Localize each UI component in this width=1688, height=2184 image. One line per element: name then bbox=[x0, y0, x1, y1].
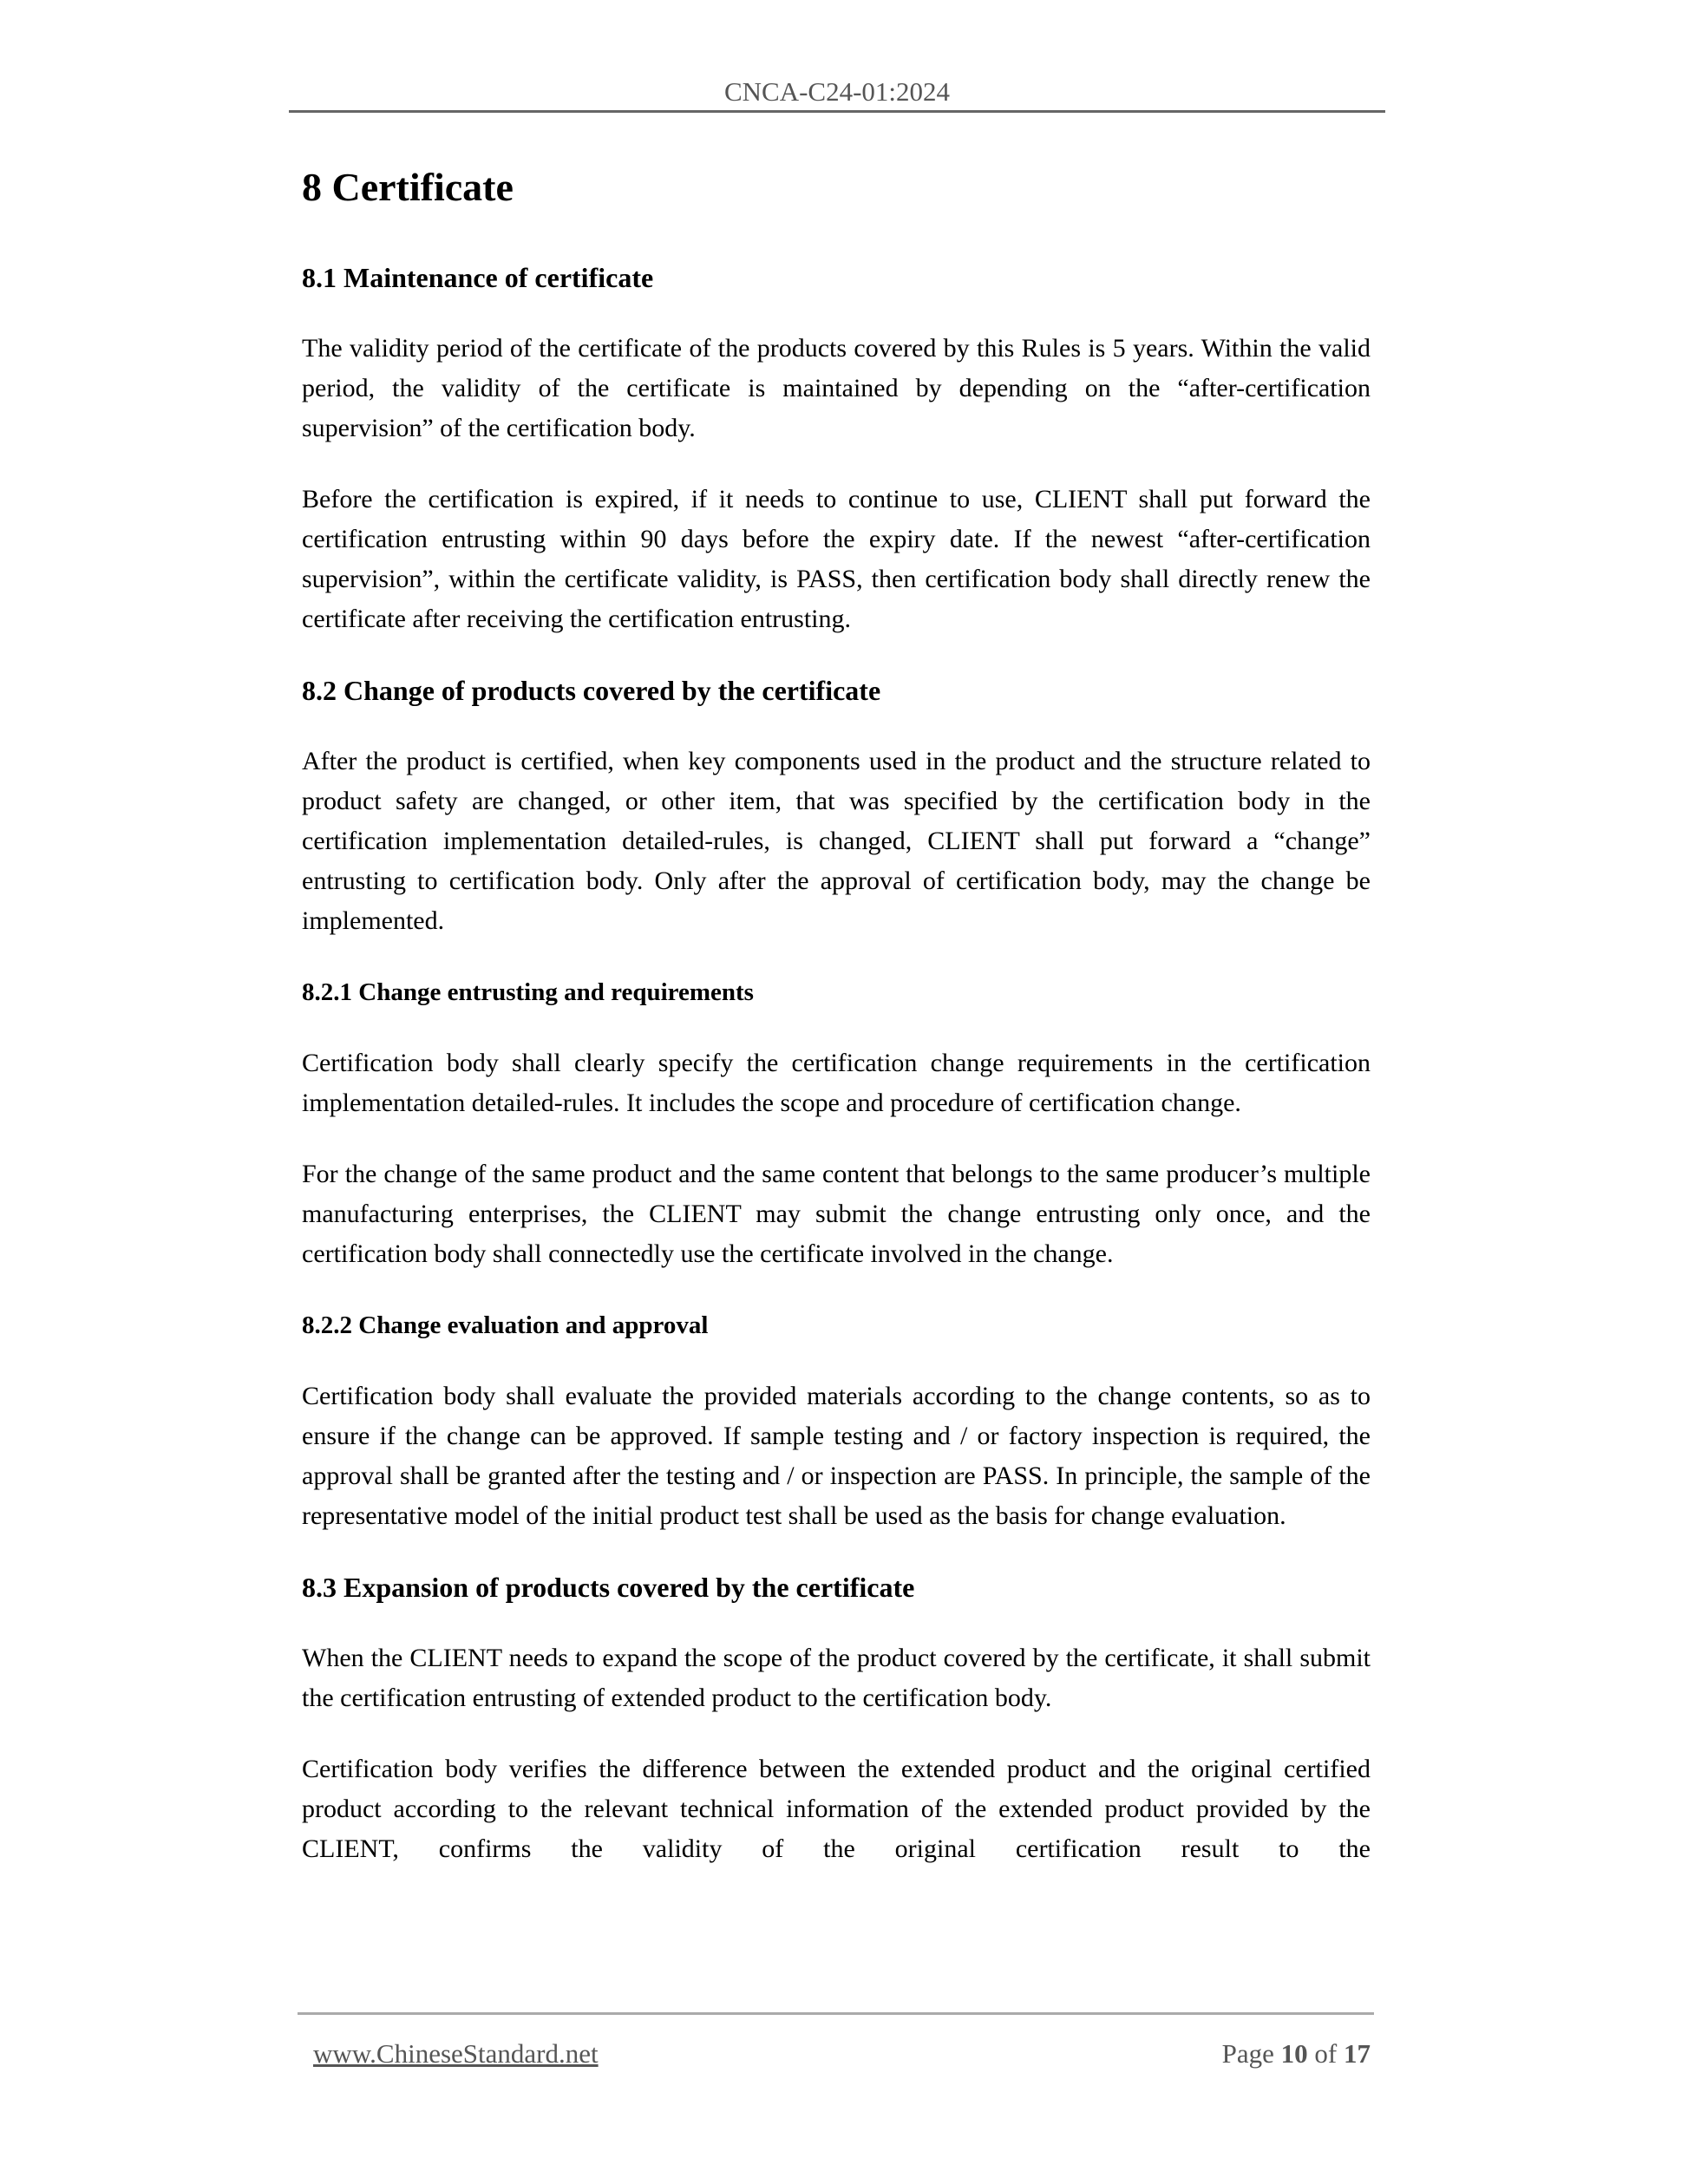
paragraph: The validity period of the certificate of the products covered by this Rules is 5 years. Within the valid period, the validity of the certificate is maintained by depending on the “after-certification supervision” of the certification body. bbox=[302, 334, 1371, 442]
paragraph: For the change of the same product and the same content that belongs to the same producer’s multiple manufacturing enterprises, the CLIENT may submit the change entrusting only once, and the certification body shall connectedly use the certificate involved in the change. bbox=[302, 1160, 1371, 1268]
page-word: Page bbox=[1221, 2038, 1274, 2069]
section-heading-8-2-2: 8.2.2 Change evaluation and approval bbox=[302, 1311, 709, 1339]
paragraph: When the CLIENT needs to expand the scope of the product covered by the certificate, it shall submit the certification entrusting of extended product to the certification body. bbox=[302, 1644, 1371, 1712]
page-indicator bbox=[1222, 2037, 1371, 2071]
section-heading-8-1: 8.1 Maintenance of certificate bbox=[302, 262, 654, 293]
paragraph: After the product is certified, when key components used in the product and the structure related to product safety are changed, or other item, that was specified by the certification body in the certification implementation detailed-rules, is changed, CLIENT shall put forward a “change” entrusting to certification body. Only after the approval of certification body, may the change be implemented. bbox=[302, 747, 1371, 935]
page-number: 10 bbox=[1280, 2038, 1308, 2069]
header-divider bbox=[289, 110, 1385, 113]
paragraph: Certification body verifies the difference between the extended product and the original certified product according to the relevant technical information of the extended product provided by the CLIENT, confirms the validity of the original certification result to the bbox=[302, 1755, 1371, 1863]
footer-divider bbox=[298, 2012, 1374, 2015]
paragraph: Certification body shall evaluate the provided materials according to the change contents, so as to ensure if the change can be approved. If sample testing and / or factory inspection is required, the approval shall be granted after the testing and / or inspection are PASS. In principle, the sample of the representative model of the initial product test shall be used as the basis for change evaluation. bbox=[302, 1382, 1371, 1530]
page-content bbox=[302, 161, 1371, 1869]
section-heading-8: 8 Certificate bbox=[302, 165, 514, 209]
section-heading-8-2: 8.2 Change of products covered by the certificate bbox=[302, 675, 881, 706]
document-code-header: CNCA-C24-01:2024 bbox=[723, 76, 951, 107]
paragraph: Before the certification is expired, if it needs to continue to use, CLIENT shall put forward the certification entrusting within 90 days before the expiry date. If the newest “after-certification supervision”, within the certificate validity, is PASS, then certification body shall directly renew the certificate after receiving the certification entrusting. bbox=[302, 485, 1371, 633]
page-total: 17 bbox=[1344, 2038, 1371, 2069]
paragraph: Certification body shall clearly specify the certification change requirements in the certification implementation detailed-rules. It includes the scope and procedure of certification change. bbox=[302, 1049, 1371, 1117]
section-heading-8-3: 8.3 Expansion of products covered by the certificate bbox=[302, 1572, 915, 1603]
section-heading-8-2-1: 8.2.1 Change entrusting and requirements bbox=[302, 978, 754, 1006]
website-link[interactable]: www.ChineseStandard.net bbox=[313, 2038, 599, 2069]
of-word: of bbox=[1314, 2038, 1338, 2069]
